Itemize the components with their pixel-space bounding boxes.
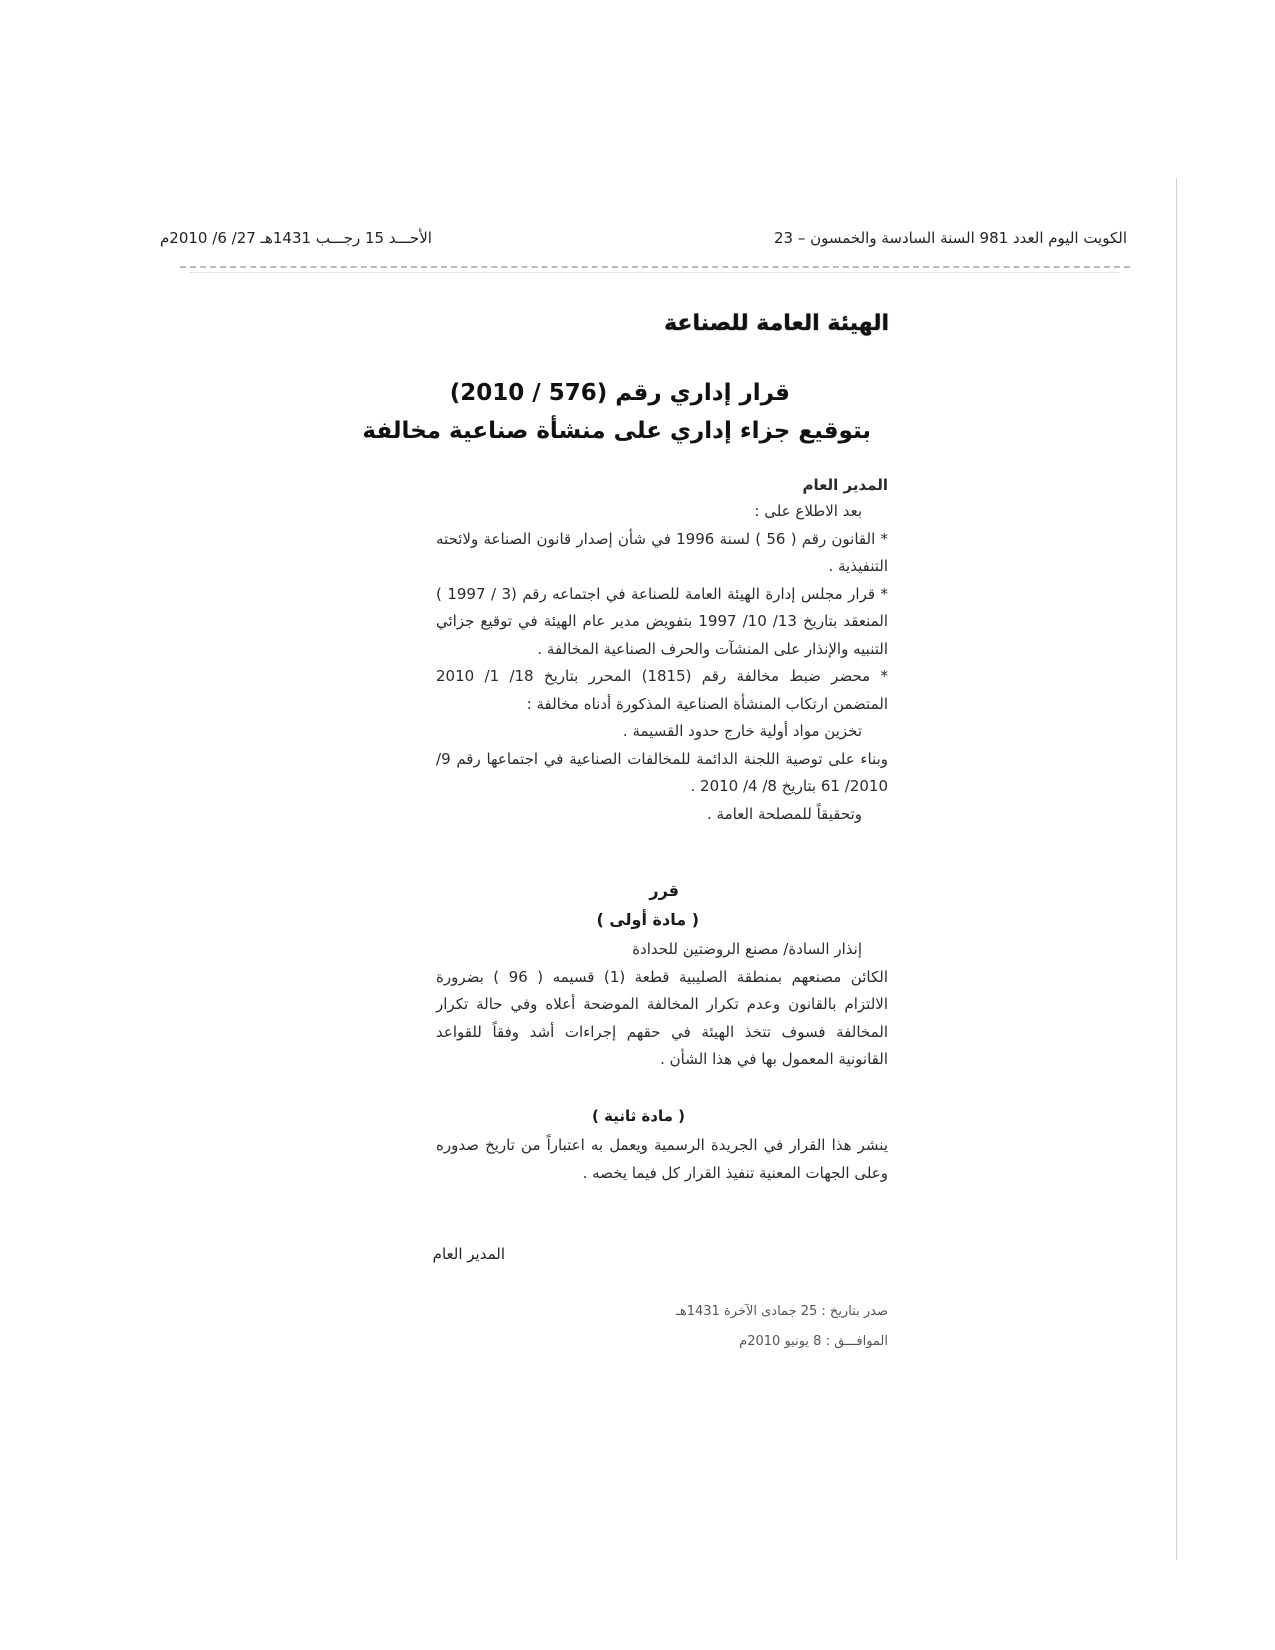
header-issue-info: الكويت اليوم العدد 981 السنة السادسة والخمسون – 23 (773, 229, 1127, 247)
decided-heading: قرر (649, 881, 679, 900)
reference-item-violation-report: * محضر ضبط مخالفة رقم (1815) المحرر بتاريخ 18/ 1/ 2010 المتضمن ارتكاب المنشأة الصناعية المذكورة أدناه مخالفة : (436, 667, 888, 713)
decision-title: قرار إداري رقم (576 / 2010) (449, 380, 790, 406)
header-date: الأحـــد 15 رجـــب 1431هـ 27/ 6/ 2010م (160, 229, 432, 247)
article-1-heading: ( مادة أولى ) (596, 910, 699, 929)
closing-signer: المدير العام (432, 1245, 505, 1263)
reference-item-board-decision: * قرار مجلس إدارة الهيئة العامة للصناعة في اجتماعه رقم (3 / 1997 ) المنعقد بتاريخ 13/ 10/ 1997 بتفويض مدير عام الهيئة في توقيع جزائي التنبيه والإنذار على المنشآت والحرف الصناعية المخالفة . (436, 584, 888, 658)
decision-subtitle: بتوقيع جزاء إداري على منشأة صناعية مخالفة (362, 418, 871, 444)
public-interest-line: وتحقيقاً للمصلحة العامة . (707, 804, 862, 823)
committee-recommendation: وبناء على توصية اللجنة الدائمة للمخالفات الصناعية في اجتماعها رقم 9/ 2010/ 61 بتاريخ 8/ 4/ 2010 . (436, 749, 888, 795)
article-1-text: الكائن مصنعهم بمنطقة الصليبية قطعة (1) قسيمه ( 96 ) بضرورة الالتزام بالقانون وعدم تكرار المخالفة الموضحة أعلاه وفي حالة تكرار المخالفة فسوف تتخذ الهيئة في حقهم إجراءات أشد وفقاً للقواعد القانونية المعمول بها في هذا الشأن . (436, 967, 888, 1068)
page-edge-line (1176, 178, 1177, 1560)
article-2-text: ينشر هذا القرار في الجريدة الرسمية ويعمل به اعتباراً من تاريخ صدوره وعلى الجهات المعنية تنفيذ القرار كل فيما يخصه . (436, 1136, 888, 1182)
header-divider (180, 266, 1130, 268)
preamble-signer: المدير العام (802, 476, 888, 494)
violation-description: تخزين مواد أولية خارج حدود القسيمة . (622, 722, 862, 740)
article-1-body (436, 936, 888, 1074)
header-divider-secondary (190, 272, 1120, 273)
article-1-warning-line: إنذار السادة/ مصنع الروضتين للحدادة (632, 940, 862, 958)
article-2-body (436, 1132, 888, 1187)
article-2-heading: ( مادة ثانية ) (592, 1107, 685, 1125)
issue-date-hijri: صدر بتاريخ : 25 جمادى الآخرة 1431هـ (676, 1304, 888, 1319)
reference-item-law: * القانون رقم ( 56 ) لسنة 1996 في شأن إصدار قانون الصناعة ولائحته التنفيذية . (436, 529, 888, 575)
issue-date-block (676, 1297, 888, 1357)
preamble-block (436, 498, 888, 828)
issuing-authority: الهيئة العامة للصناعة (664, 311, 889, 336)
after-review-line: بعد الاطلاع على : (754, 502, 862, 520)
issue-date-gregorian: الموافـــق : 8 يونيو 2010م (739, 1334, 888, 1349)
